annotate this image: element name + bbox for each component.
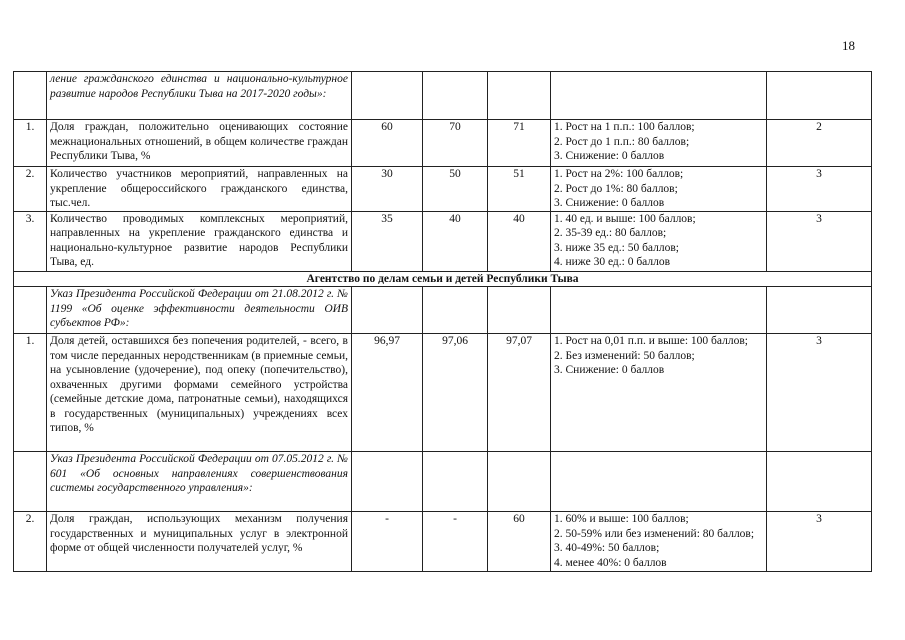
indicators-table [13, 71, 872, 572]
criteria-line: 1. 60% и выше: 100 баллов; [554, 513, 689, 525]
row-number: 3. [14, 211, 47, 271]
criteria-line: 2. Рост до 1 п.п.: 80 баллов; [554, 135, 690, 148]
criteria-line: 2. 50-59% или без изменений: 80 баллов; [554, 527, 755, 540]
criteria-cell [551, 334, 767, 452]
section-title: Агентство по делам семьи и детей Республики Тыва [14, 271, 872, 287]
indicator-text: Доля граждан, использующих механизм получения государственных и муниципальных услуг в электронной форме от общей численности получателей услуг, % [47, 512, 352, 572]
criteria-cell [551, 452, 767, 512]
criteria-line: 2. Рост до 1%: 80 баллов; [554, 182, 678, 195]
value-cell: 40 [488, 211, 551, 271]
value-cell: 70 [423, 120, 488, 167]
criteria-line: 3. ниже 35 ед.: 50 баллов; [554, 241, 679, 254]
value-cell: 60 [352, 120, 423, 167]
value-cell [423, 72, 488, 120]
criteria-line: 3. Снижение: 0 баллов [554, 364, 665, 376]
value-cell: 51 [488, 167, 551, 212]
indicator-text: Количество участников мероприятий, направленных на укрепление общероссийского гражданского единства, тыс.чел. [47, 167, 352, 212]
num-cell [14, 287, 47, 334]
criteria-line: 1. 40 ед. и выше: 100 баллов; [554, 212, 696, 225]
weight-cell: 3 [767, 167, 872, 212]
criteria-cell [551, 512, 767, 572]
row-number: 1. [14, 334, 47, 452]
value-cell [423, 287, 488, 334]
weight-cell: 3 [767, 512, 872, 572]
indicator-text: Количество проводимых комплексных мероприятий, направленных на укрепление гражданского единства и национально-культурное развитие народов Республики Тыва, ед. [47, 211, 352, 271]
table-row [14, 452, 872, 512]
criteria-line: 4. менее 40%: 0 баллов [554, 556, 667, 569]
weight-cell: 3 [767, 334, 872, 452]
value-cell [488, 287, 551, 334]
table-row [14, 167, 872, 212]
value-cell: 50 [423, 167, 488, 212]
criteria-cell [551, 72, 767, 120]
page-number: 18 [842, 38, 855, 53]
value-cell: 97,06 [423, 334, 488, 452]
criteria-line: 4. ниже 30 ед.: 0 баллов [554, 256, 671, 268]
value-cell: 30 [352, 167, 423, 212]
weight-cell [767, 287, 872, 334]
value-cell [423, 452, 488, 512]
value-cell: 35 [352, 211, 423, 271]
criteria-cell [551, 120, 767, 167]
value-cell [352, 72, 423, 120]
criteria-cell [551, 211, 767, 271]
criteria-cell [551, 287, 767, 334]
table-row [14, 334, 872, 452]
criteria-line: 2. 35-39 ед.: 80 баллов; [554, 227, 667, 239]
criteria-cell [551, 167, 767, 212]
criteria-line: 3. 40-49%: 50 баллов; [554, 542, 660, 554]
value-cell: - [352, 512, 423, 572]
row-number: 1. [14, 120, 47, 167]
value-cell: 71 [488, 120, 551, 167]
num-cell [14, 72, 47, 120]
value-cell: 96,97 [352, 334, 423, 452]
weight-cell: 3 [767, 211, 872, 271]
table-row [14, 72, 872, 120]
value-cell [488, 452, 551, 512]
indicator-text: Доля детей, оставшихся без попечения родителей, - всего, в том числе переданных неродственникам (в приемные семьи, на усыновление (удочерение), под опеку (попечительство), охваченных другими формами семейного устройства (семейные детские дома, патронатные семьи), находящихся в государственных (муниципальных) учреждениях всех типов, % [47, 334, 352, 452]
value-cell: 97,07 [488, 334, 551, 452]
value-cell [488, 72, 551, 120]
value-cell: - [423, 512, 488, 572]
indicator-text: Доля граждан, положительно оценивающих состояние межнациональных отношений, в общем количестве граждан Республики Тыва, % [47, 120, 352, 167]
row-number: 2. [14, 167, 47, 212]
value-cell [352, 287, 423, 334]
num-cell [14, 452, 47, 512]
table-row [14, 287, 872, 334]
criteria-line: 2. Без изменений: 50 баллов; [554, 349, 695, 362]
section-row [14, 271, 872, 287]
weight-cell: 2 [767, 120, 872, 167]
row-number: 2. [14, 512, 47, 572]
criteria-line: 3. Снижение: 0 баллов [554, 150, 665, 162]
criteria-line: 3. Снижение: 0 баллов [554, 197, 665, 209]
criteria-line: 1. Рост на 1 п.п.: 100 баллов; [554, 121, 695, 133]
criteria-line: 1. Рост на 0,01 п.п. и выше: 100 баллов; [554, 335, 748, 347]
value-cell [352, 452, 423, 512]
weight-cell [767, 72, 872, 120]
value-cell: 60 [488, 512, 551, 572]
table-row [14, 211, 872, 271]
heading-cell: Указ Президента Российской Федерации от 07.05.2012 г. № 601 «Об основных направлениях совершенствования системы государственного управления»: [47, 452, 352, 512]
heading-cell: Указ Президента Российской Федерации от 21.08.2012 г. № 1199 «Об оценке эффективности деятельности ОИВ субъектов РФ»: [47, 287, 352, 334]
table-row [14, 512, 872, 572]
weight-cell [767, 452, 872, 512]
value-cell: 40 [423, 211, 488, 271]
criteria-line: 1. Рост на 2%: 100 баллов; [554, 168, 684, 180]
heading-cell: ление гражданского единства и национально-культурное развитие народов Республики Тыва на 2017-2020 годы»: [47, 72, 352, 120]
table-row [14, 120, 872, 167]
